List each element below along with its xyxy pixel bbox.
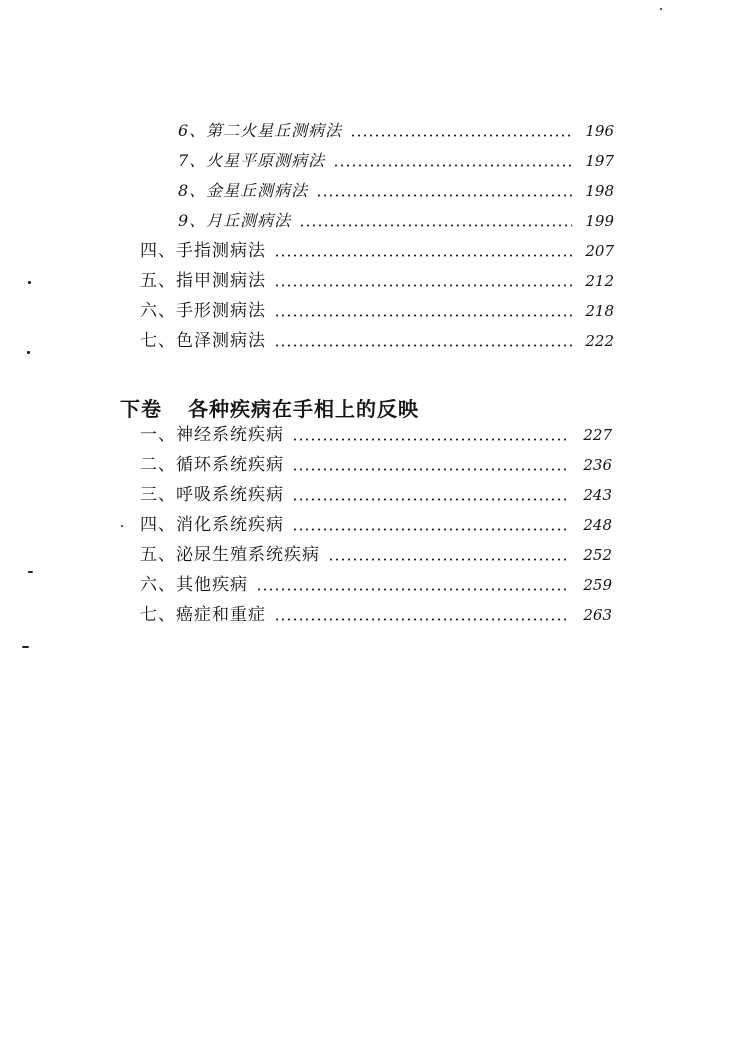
dot-leader xyxy=(299,224,572,227)
toc-page-number: 227 xyxy=(583,426,612,444)
toc-page-number: 236 xyxy=(583,456,612,474)
toc-page-number: 243 xyxy=(583,486,612,504)
toc-page-number: 222 xyxy=(585,332,614,350)
dot-leader xyxy=(292,438,570,441)
scan-speck xyxy=(22,646,29,648)
dot-leader xyxy=(274,254,572,257)
toc-entry[interactable] xyxy=(178,178,614,202)
toc-entry-label: 四、消化系统疾病 xyxy=(140,515,284,535)
dot-leader xyxy=(274,344,572,347)
toc-entry-label: 六、手形测病法 xyxy=(140,301,266,321)
dot-leader xyxy=(292,528,570,531)
volume-heading xyxy=(120,393,419,422)
toc-page-number: 218 xyxy=(585,302,614,320)
toc-entry[interactable] xyxy=(140,452,612,476)
toc-entry-label: 6、第二火星丘测病法 xyxy=(178,121,343,140)
toc-page-number: 212 xyxy=(585,272,614,290)
dot-leader xyxy=(274,314,572,317)
toc-entry-label: 四、手指测病法 xyxy=(140,241,266,261)
toc-entry[interactable] xyxy=(140,482,612,506)
scan-speck xyxy=(28,571,33,573)
volume-name: 下卷 xyxy=(120,397,162,421)
toc-entry[interactable] xyxy=(140,238,614,262)
scan-speck xyxy=(121,525,123,527)
toc-entry-label: 8、金星丘测病法 xyxy=(178,181,309,200)
toc-page-number: 252 xyxy=(583,546,612,564)
toc-entry[interactable] xyxy=(140,422,612,446)
dot-leader xyxy=(333,164,572,167)
dot-leader xyxy=(292,498,570,501)
toc-entry-label: 六、其他疾病 xyxy=(140,575,248,595)
toc-entry[interactable] xyxy=(178,208,614,232)
dot-leader xyxy=(292,468,570,471)
toc-page-number: 198 xyxy=(585,182,614,200)
toc-entry-label: 七、色泽测病法 xyxy=(140,331,266,351)
scan-speck xyxy=(28,281,31,284)
scan-speck xyxy=(27,351,30,354)
toc-entry-label: 七、癌症和重症 xyxy=(140,605,266,625)
toc-entry-label: 五、指甲测病法 xyxy=(140,271,266,291)
scan-speck xyxy=(660,8,662,10)
dot-leader xyxy=(350,134,572,137)
toc-entry-label: 三、呼吸系统疾病 xyxy=(140,485,284,505)
toc-entry[interactable] xyxy=(140,328,614,352)
dot-leader xyxy=(256,588,570,591)
toc-page-number: 248 xyxy=(583,516,612,534)
toc-entry[interactable] xyxy=(178,148,614,172)
toc-entry-label: 7、火星平原测病法 xyxy=(178,151,326,170)
toc-page-number: 207 xyxy=(585,242,614,260)
volume-title: 各种疾病在手相上的反映 xyxy=(188,397,419,421)
toc-entry[interactable] xyxy=(140,602,612,626)
dot-leader xyxy=(274,284,572,287)
toc-entry-label: 一、神经系统疾病 xyxy=(140,425,284,445)
dot-leader xyxy=(316,194,572,197)
toc-entry-label: 9、月丘测病法 xyxy=(178,211,292,230)
toc-page-number: 199 xyxy=(585,212,614,230)
toc-entry-label: 二、循环系统疾病 xyxy=(140,455,284,475)
toc-entry[interactable] xyxy=(178,118,614,142)
toc-page-number: 259 xyxy=(583,576,612,594)
toc-page-number: 197 xyxy=(585,152,614,170)
toc-entry[interactable] xyxy=(140,298,614,322)
dot-leader xyxy=(274,618,570,621)
toc-entry-label: 五、泌尿生殖系统疾病 xyxy=(140,545,320,565)
toc-entry[interactable] xyxy=(140,572,612,596)
toc-page-number: 196 xyxy=(585,122,614,140)
toc-entry[interactable] xyxy=(140,512,612,536)
toc-page-number: 263 xyxy=(583,606,612,624)
toc-entry[interactable] xyxy=(140,268,614,292)
toc-entry[interactable] xyxy=(140,542,612,566)
dot-leader xyxy=(328,558,570,561)
